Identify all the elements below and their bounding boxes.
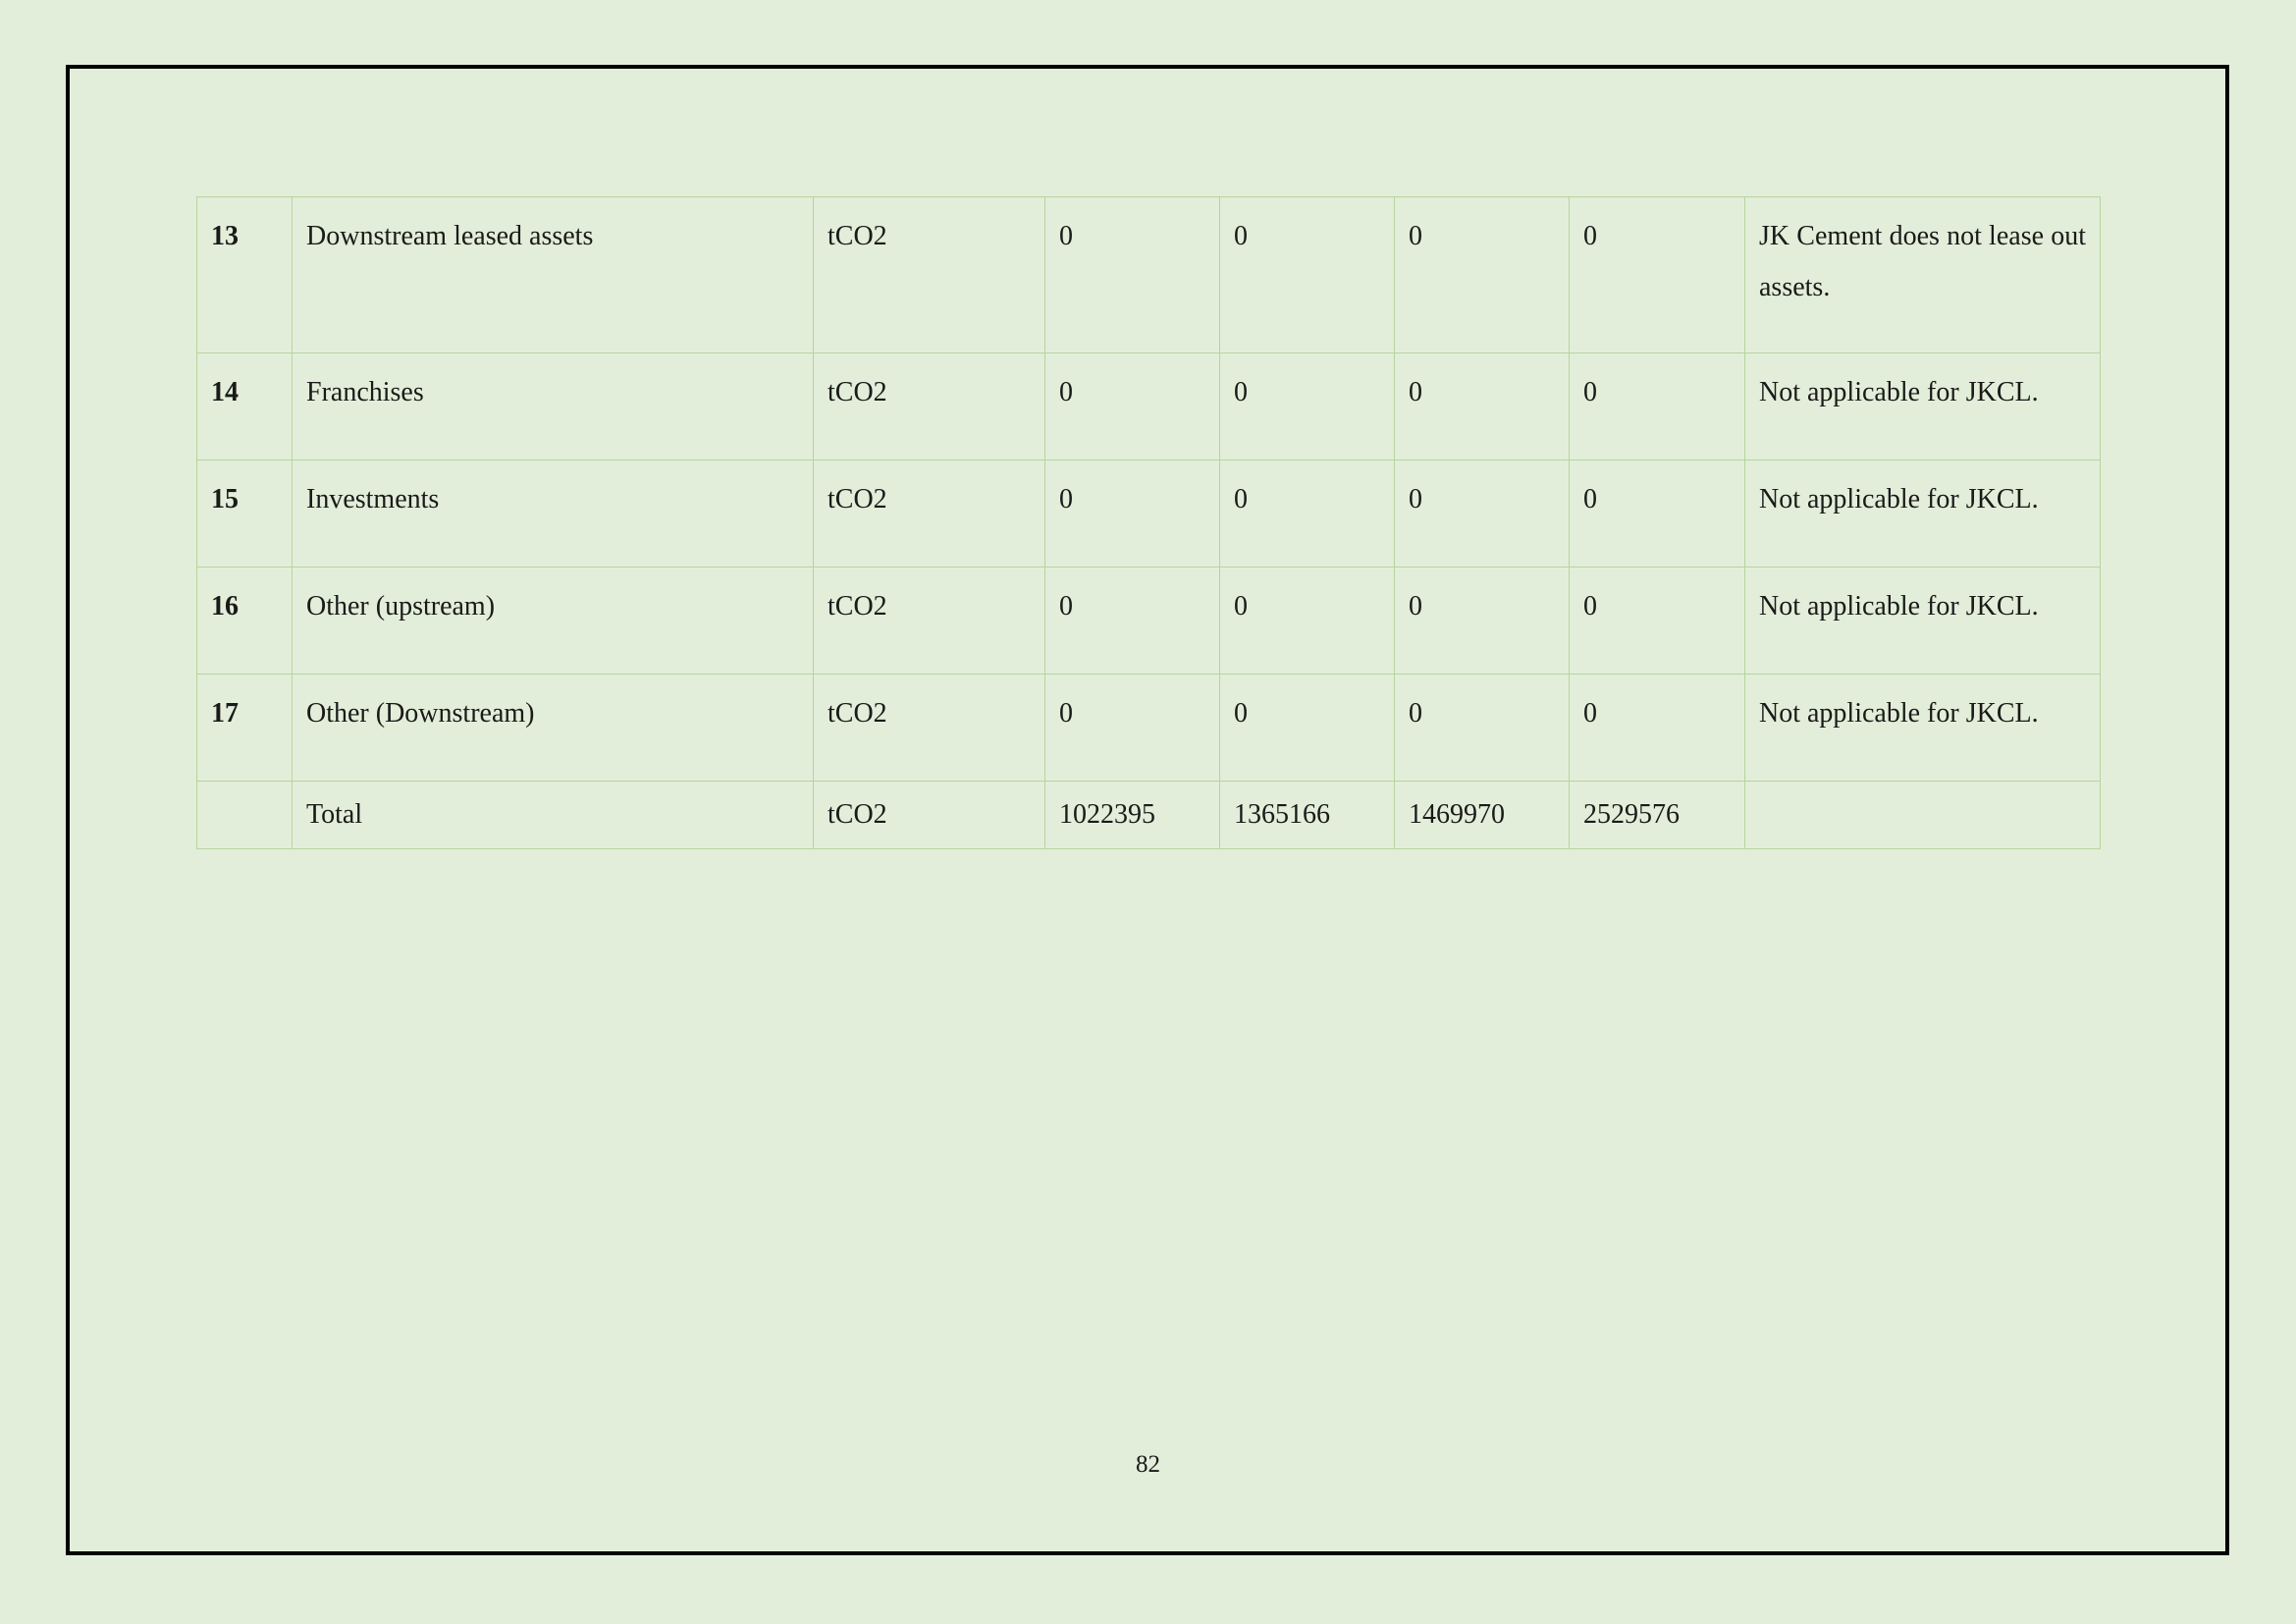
value-cell: 0 [1395, 675, 1570, 782]
row-number: 17 [197, 675, 293, 782]
value-cell: 0 [1570, 675, 1745, 782]
category-cell: Downstream leased assets [293, 197, 814, 353]
table-row [197, 460, 2101, 568]
value-cell: 0 [1045, 568, 1220, 675]
remarks-cell: JK Cement does not lease out assets. [1745, 197, 2101, 353]
value-cell: 0 [1395, 353, 1570, 460]
unit-cell: tCO2 [814, 568, 1045, 675]
value-cell: 0 [1045, 675, 1220, 782]
remarks-cell: Not applicable for JKCL. [1745, 460, 2101, 568]
total-value-cell: 1469970 [1395, 782, 1570, 849]
page-number: 82 [1136, 1451, 1160, 1478]
row-number [197, 782, 293, 849]
remarks-cell: Not applicable for JKCL. [1745, 568, 2101, 675]
total-value-cell: 1365166 [1220, 782, 1395, 849]
total-value-cell: 2529576 [1570, 782, 1745, 849]
row-number: 13 [197, 197, 293, 353]
unit-cell: tCO2 [814, 353, 1045, 460]
total-value-cell: 1022395 [1045, 782, 1220, 849]
table-row [197, 353, 2101, 460]
unit-cell: tCO2 [814, 675, 1045, 782]
category-cell: Total [293, 782, 814, 849]
unit-cell: tCO2 [814, 782, 1045, 849]
value-cell: 0 [1220, 568, 1395, 675]
unit-cell: tCO2 [814, 460, 1045, 568]
table-row [197, 568, 2101, 675]
value-cell: 0 [1220, 197, 1395, 353]
category-cell: Other (Downstream) [293, 675, 814, 782]
remarks-cell: Not applicable for JKCL. [1745, 675, 2101, 782]
value-cell: 0 [1045, 460, 1220, 568]
category-cell: Franchises [293, 353, 814, 460]
table-row [197, 675, 2101, 782]
row-number: 16 [197, 568, 293, 675]
emissions-table [196, 196, 2101, 849]
table-row [197, 197, 2101, 353]
value-cell: 0 [1220, 460, 1395, 568]
row-number: 15 [197, 460, 293, 568]
value-cell: 0 [1045, 353, 1220, 460]
remarks-cell: Not applicable for JKCL. [1745, 353, 2101, 460]
category-cell: Investments [293, 460, 814, 568]
value-cell: 0 [1570, 568, 1745, 675]
value-cell: 0 [1045, 197, 1220, 353]
value-cell: 0 [1220, 675, 1395, 782]
value-cell: 0 [1395, 568, 1570, 675]
value-cell: 0 [1220, 353, 1395, 460]
value-cell: 0 [1570, 460, 1745, 568]
value-cell: 0 [1395, 197, 1570, 353]
value-cell: 0 [1570, 197, 1745, 353]
row-number: 14 [197, 353, 293, 460]
value-cell: 0 [1395, 460, 1570, 568]
category-cell: Other (upstream) [293, 568, 814, 675]
value-cell: 0 [1570, 353, 1745, 460]
total-row [197, 782, 2101, 849]
unit-cell: tCO2 [814, 197, 1045, 353]
remarks-cell [1745, 782, 2101, 849]
